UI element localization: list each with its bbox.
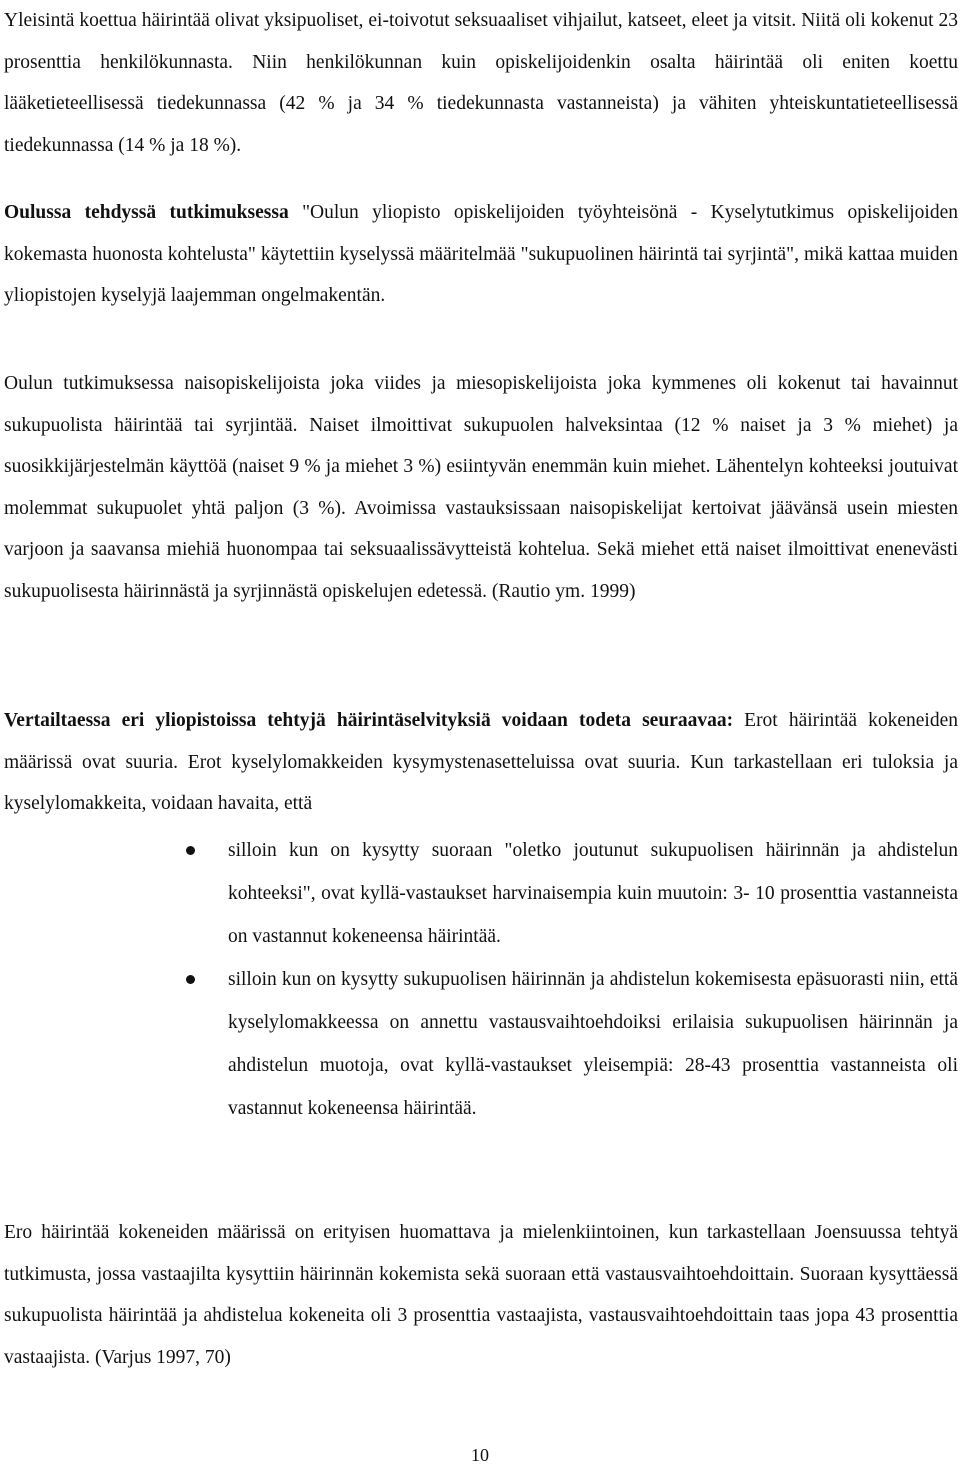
paragraph-comparison-lead: Vertailtaessa eri yliopistoissa tehtyjä häirintäselvityksiä voidaan todeta seuraavaa:	[4, 710, 734, 731]
page-number: 10	[471, 1445, 489, 1465]
list-item-text: silloin kun on kysytty suoraan "oletko joutunut sukupuolisen häirinnän ja ahdistelun kohteeksi", ovat kyllä-vastaukset harvinaisempia kuin muutoin: 3- 10 prosenttia vastanneista on vastannut kokeneensa häirintää.	[228, 840, 958, 947]
list-item-text: silloin kun on kysytty sukupuolisen häirinnän ja ahdistelun kokemisesta epäsuorasti niin, että kyselylomakkeessa on annettu vastausvaihtoehdoiksi erilaisia sukupuolisen häirinnän ja ahdistelun muotoja, ovat kyllä-vastaukset yleisempiä: 28-43 prosenttia vastanneista oli vastannut kokeneensa häirintää.	[228, 969, 958, 1119]
list-item	[4, 829, 958, 958]
list-item	[4, 958, 958, 1130]
paragraph-comparison-body: Erot häirintää kokeneiden määrissä ovat suuria. Erot kyselylomakkeiden kysymystenasetteluissa ovat suuria. Kun tarkastellaan eri tuloksia ja kyselylomakkeita, voidaan havaita, että	[4, 710, 959, 814]
bullet-list	[4, 829, 958, 1130]
bullet-icon	[186, 846, 195, 855]
paragraph-oulu-results: Oulun tutkimuksessa naisopiskelijoista joka viides ja miesopiskelijoista joka kymmenes oli kokenut tai havainnut sukupuolista häirintää tai syrjintää. Naiset ilmoittivat sukupuolen halveksintaa (12 % naiset ja 3 % miehet) ja suosikkijärjestelmän käyttöä (naiset 9 % ja miehet 3 %) esiintyvän enemmän kuin miehet. Lähentelyn kohteeksi joutuivat molemmat sukupuolet yhtä paljon (3 %). Avoimissa vastauksissaan naisopiskelijat kertoivat jäävänsä usein miesten varjoon ja saavansa miehiä huonompaa tai seksuaalissävytteistä kohtelua. Sekä miehet että naiset ilmoittivat enenevästi sukupuolisesta häirinnästä ja syrjinnästä opiskelujen edetessä. (Rautio ym. 1999)	[4, 373, 958, 602]
paragraph-harassment-faculties: Yleisintä koettua häirintää olivat yksipuoliset, ei-toivotut seksuaaliset vihjailut, katseet, eleet ja vitsit. Niitä oli kokenut 23 prosenttia henkilökunnasta. Niin henkilökunnan kuin opiskelijoidenkin osalta häirintää oli eniten koettu lääketieteellisessä tiedekunnassa (42 % ja 34 % tiedekunnasta vastanneista) ja vähiten yhteiskuntatieteellisessä tiedekunnassa (14 % ja 18 %).	[4, 10, 958, 156]
bullet-icon	[186, 975, 195, 984]
paragraph-comparison	[4, 700, 958, 825]
paragraph-oulu-study-lead: Oulussa tehdyssä tutkimuksessa	[4, 202, 289, 223]
paragraph-oulu-study-body: "Oulun yliopisto opiskelijoiden työyhteisönä - Kyselytutkimus opiskelijoiden kokemasta huonosta kohtelusta" käytettiin kyselyssä määritelmää "sukupuolinen häirintä tai syrjintä", mikä kattaa muiden yliopistojen kyselyjä laajemman ongelmakentän.	[4, 202, 959, 306]
paragraph-oulu-study	[4, 192, 958, 317]
paragraph-joensuu-study: Ero häirintää kokeneiden määrissä on erityisen huomattava ja mielenkiintoinen, kun tarkastellaan Joensuussa tehtyä tutkimusta, jossa vastaajilta kysyttiin häirinnän kokemista sekä suoraan että vastausvaihtoehdoittain. Suoraan kysyttäessä sukupuolista häirintää ja ahdistelua kokeneita oli 3 prosenttia vastaajista, vastausvaihtoehdoittain taas jopa 43 prosenttia vastaajista. (Varjus 1997, 70)	[4, 1222, 958, 1368]
